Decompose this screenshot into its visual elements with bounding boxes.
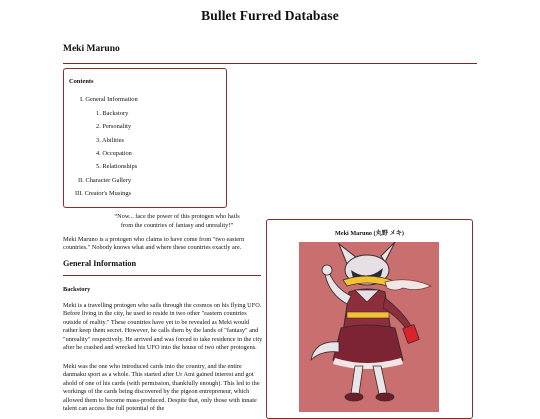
toc-item-personality[interactable]: 2. Personality xyxy=(96,123,132,130)
quote-line-2: from the countries of fantasy and unreality!” xyxy=(120,221,234,229)
toc-item-relationships[interactable]: 5. Relationships xyxy=(96,163,138,170)
section-heading-general-information: General Information xyxy=(63,259,136,268)
toc-title: Contents xyxy=(69,78,94,85)
toc-item-general-information[interactable]: I. General Information xyxy=(80,96,138,103)
backstory-paragraph-1: Meki is a travelling protogen who sails through the cosmos on his flying UFO. Before living in the city, he used to reside in two other "eastern countries outside of reality." These countries have yet to be revealed as Meki would rather keep them secret. However, he calls them by the lands of "fantasy" and "unreality" respectively. He arrived and was forced to take residence in the city after he crashed and wrecked his UFO into the house of two other protogens. xyxy=(63,302,263,352)
character-infobox xyxy=(266,219,473,419)
toc-item-occupation[interactable]: 4. Occupation xyxy=(96,150,132,157)
site-title: Bullet Furred Database xyxy=(201,8,339,23)
toc-item-creators-musings[interactable]: III. Creator's Musings xyxy=(75,190,131,197)
character-illustration xyxy=(299,242,439,412)
infobox-title: Meki Maruno (丸野 メキ) xyxy=(335,230,404,237)
character-quote xyxy=(92,213,262,230)
toc-item-character-gallery[interactable]: II. Character Gallery xyxy=(78,177,132,184)
backstory-paragraph-2: Meki was the one who introduced cards into the country, and the entire danmaku sport as a whole. This started after Ur Ami gained interest and got ahold of one of his cards (with permission, thankfully enough). This led to the workings of the cards being discovered by the pigeon entrepreneur, which allowed them to become mass-produced. Despite that, only those with innate talent can access the full potential of the xyxy=(63,363,260,413)
quote-line-1: “Now... face the power of this protogen who hails xyxy=(114,213,240,220)
character-portrait[interactable] xyxy=(299,242,439,412)
intro-paragraph: Meki Maruno is a protogen who claims to have come from "two eastern countries." Nobody knows what and where these countries exactly are. xyxy=(63,236,245,252)
toc-item-abilities[interactable]: 3. Abilities xyxy=(96,137,125,144)
page-title: Meki Maruno xyxy=(63,44,120,54)
title-divider xyxy=(63,63,477,64)
toc-item-backstory[interactable]: 1. Backstory xyxy=(96,110,129,117)
section-divider xyxy=(63,275,261,276)
table-of-contents xyxy=(63,68,227,208)
subsection-heading-backstory: Backstory xyxy=(63,286,91,293)
